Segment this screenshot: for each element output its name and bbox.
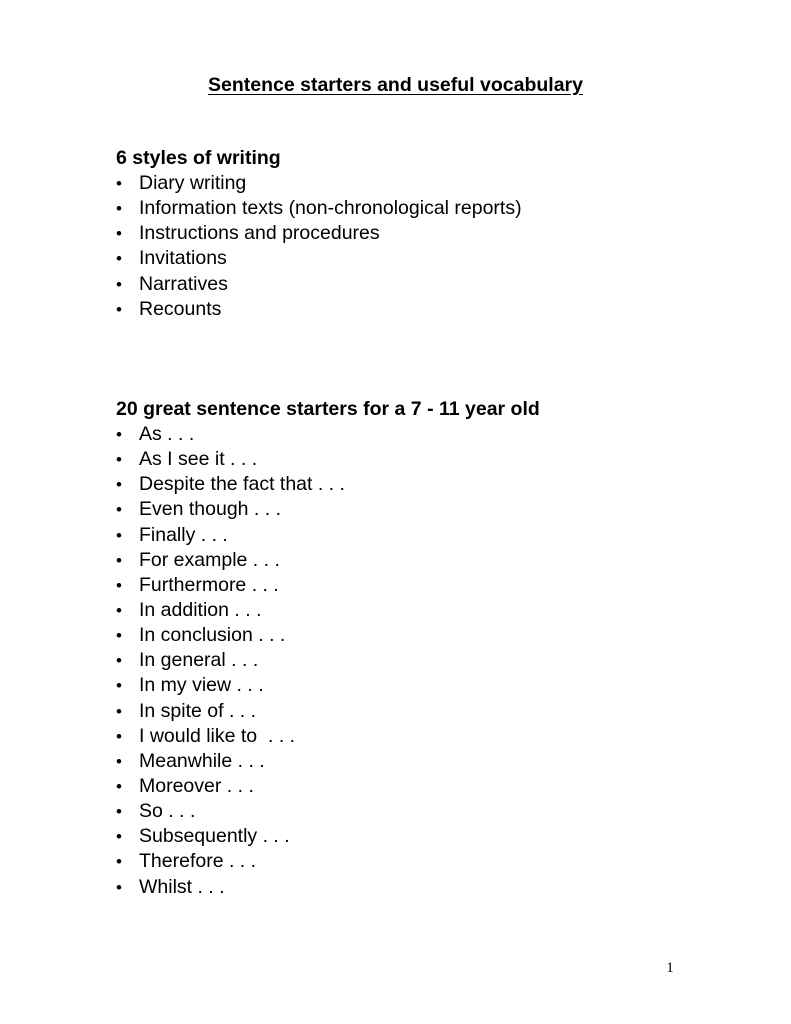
- list-item: [116, 171, 756, 196]
- list-item-text: In general . . .: [139, 649, 259, 672]
- list-item: [116, 799, 756, 824]
- list-item-text: In addition . . .: [139, 598, 262, 621]
- list-item-text: Furthermore . . .: [139, 573, 279, 596]
- bullet-icon: •: [116, 827, 122, 847]
- bullet-icon: •: [116, 550, 122, 570]
- list-item-text: Diary writing: [139, 172, 247, 194]
- bullet-icon: •: [116, 676, 122, 696]
- bullet-icon: •: [116, 751, 122, 771]
- bullet-icon: •: [116, 852, 122, 872]
- bullet-icon: •: [116, 450, 122, 470]
- bullet-icon: •: [116, 802, 122, 822]
- list-item-text: In spite of . . .: [139, 699, 257, 722]
- writing-styles-list: [116, 171, 756, 322]
- list-item: [116, 724, 756, 749]
- bullet-icon: •: [116, 475, 122, 495]
- list-item-text: Finally . . .: [139, 523, 228, 546]
- bullet-icon: •: [116, 174, 122, 193]
- sentence-starters-heading: 20 great sentence starters for a 7 - 11 year old: [116, 398, 540, 420]
- list-item-text: As . . .: [139, 423, 195, 445]
- list-item-text: Therefore . . .: [139, 850, 257, 873]
- list-item: [116, 447, 756, 472]
- bullet-icon: •: [116, 299, 122, 319]
- list-item: [116, 598, 756, 623]
- list-item: [116, 648, 756, 673]
- bullet-icon: •: [116, 575, 122, 595]
- list-item-text: So . . .: [139, 800, 196, 823]
- list-item: [116, 548, 756, 573]
- bullet-icon: •: [116, 776, 122, 796]
- bullet-icon: •: [116, 701, 122, 721]
- list-item-text: Invitations: [139, 247, 227, 270]
- list-item: [116, 297, 756, 322]
- bullet-icon: •: [116, 500, 122, 520]
- page-number: 1: [666, 960, 674, 976]
- sentence-starters-section: [116, 396, 756, 900]
- bullet-icon: •: [116, 199, 122, 219]
- list-item: [116, 824, 756, 849]
- sentence-starters-list: [116, 422, 756, 900]
- list-item: [116, 422, 756, 447]
- list-item-text: Instructions and procedures: [139, 222, 380, 245]
- list-item-text: Subsequently . . .: [139, 825, 290, 848]
- list-item: [116, 573, 756, 598]
- list-item: [116, 673, 756, 698]
- list-item-text: Meanwhile . . .: [139, 749, 265, 772]
- list-item: [116, 523, 756, 548]
- list-item: [116, 497, 756, 522]
- list-item: [116, 221, 756, 246]
- bullet-icon: •: [116, 525, 122, 545]
- list-item: [116, 272, 756, 297]
- list-item: [116, 623, 756, 648]
- list-item-text: Information texts (non-chronological reports): [139, 197, 522, 220]
- list-item: [116, 246, 756, 271]
- bullet-icon: •: [116, 249, 122, 269]
- writing-styles-section: [116, 145, 756, 322]
- list-item: [116, 749, 756, 774]
- list-item: [116, 849, 756, 874]
- list-item-text: I would like to . . .: [139, 724, 296, 747]
- list-item-text: Despite the fact that . . .: [139, 473, 345, 496]
- list-item-text: For example . . .: [139, 548, 280, 571]
- bullet-icon: •: [116, 726, 122, 746]
- bullet-icon: •: [116, 274, 122, 294]
- list-item: [116, 196, 756, 221]
- list-item-text: Recounts: [139, 297, 222, 320]
- bullet-icon: •: [116, 877, 122, 897]
- bullet-icon: •: [116, 651, 122, 671]
- list-item-text: In my view . . .: [139, 674, 264, 697]
- writing-styles-heading: 6 styles of writing: [116, 147, 281, 169]
- bullet-icon: •: [116, 224, 122, 244]
- list-item-text: Narratives: [139, 272, 228, 295]
- list-item: [116, 472, 756, 497]
- list-item-text: Whilst . . .: [139, 875, 225, 898]
- list-item-text: Even though . . .: [139, 498, 282, 521]
- list-item-text: Moreover . . .: [139, 774, 254, 797]
- bullet-icon: •: [116, 626, 122, 646]
- list-item-text: As I see it . . .: [139, 448, 258, 471]
- list-item: [116, 699, 756, 724]
- list-item: [116, 774, 756, 799]
- list-item-text: In conclusion . . .: [139, 624, 286, 647]
- bullet-icon: •: [116, 600, 122, 620]
- page-title: Sentence starters and useful vocabulary: [208, 74, 583, 96]
- list-item: [116, 875, 756, 900]
- bullet-icon: •: [116, 425, 122, 444]
